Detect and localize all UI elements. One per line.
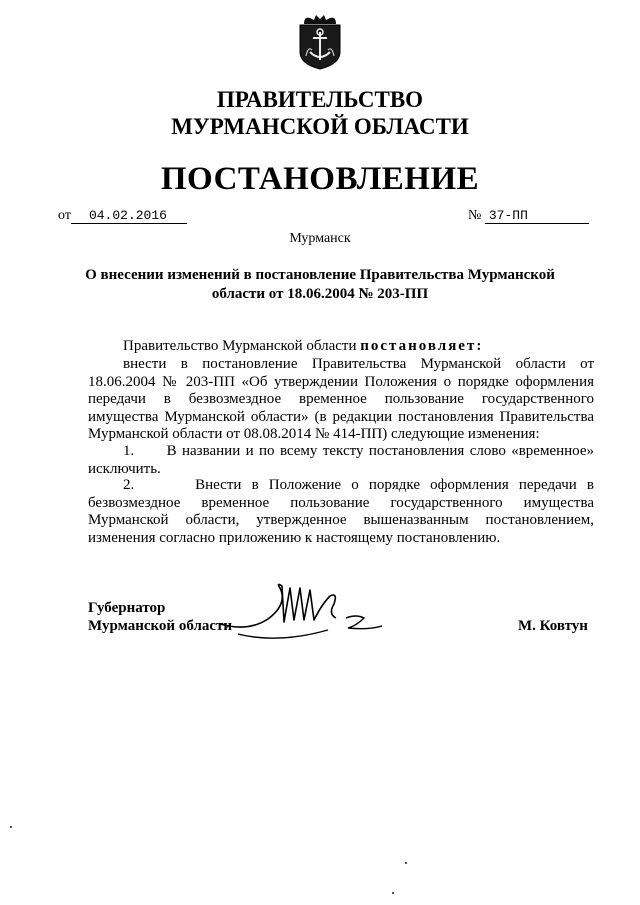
intro-text: Правительство Мурманской области xyxy=(123,338,361,354)
signatory-name: М. Ковтун xyxy=(518,618,588,634)
amendment-item-2: 2. Внести в Положение о порядке оформления передачи в безвозмездное временное пользование государственного имущества Мурманской области, утвержденное вышеназванным постановлением, изменения согласно приложению к настоящему постановлению. xyxy=(88,477,594,546)
main-paragraph: внести в постановление Правительства Мурманской области от 18.06.2004 № 203-ПП «Об утверждении Положения о порядке оформления передачи в безвозмездное временное пользование государственного имущества Мурманской области» (в редакции постановления Правительства Мурманской области от 08.08.2014 № 414-ПП) следующие изменения: xyxy=(88,356,594,442)
handwritten-signature xyxy=(218,574,418,644)
document-date-row xyxy=(58,208,187,224)
date-prefix: от xyxy=(58,208,71,223)
document-date: 04.02.2016 xyxy=(71,208,187,224)
document-number-row xyxy=(468,208,589,224)
coat-of-arms-icon xyxy=(296,12,344,70)
signatory-title-line2: Мурманской области xyxy=(88,618,233,634)
scan-dot xyxy=(392,892,394,894)
document-number: 37-ПП xyxy=(485,208,589,224)
amendment-item-1: 1. В названии и по всему тексту постановления слово «временное» исключить. xyxy=(88,443,594,477)
scan-dot xyxy=(10,826,12,828)
intro-emphasis: постановляет: xyxy=(360,338,484,354)
organization-name-line2: МУРМАНСКОЙ ОБЛАСТИ xyxy=(171,114,469,139)
subject-line1: О внесении изменений в постановление Правительства Мурманской xyxy=(85,267,555,283)
number-prefix: № xyxy=(468,208,482,223)
organization-name-line1: ПРАВИТЕЛЬСТВО xyxy=(216,87,424,112)
subject-line2: области от 18.06.2004 № 203-ПП xyxy=(211,286,429,302)
intro-paragraph xyxy=(88,338,594,356)
document-type-title: ПОСТАНОВЛЕНИЕ xyxy=(160,161,480,197)
signatory-title-line1: Губернатор xyxy=(88,600,166,616)
city-name: Мурманск xyxy=(289,231,351,246)
scan-dot xyxy=(405,862,407,864)
